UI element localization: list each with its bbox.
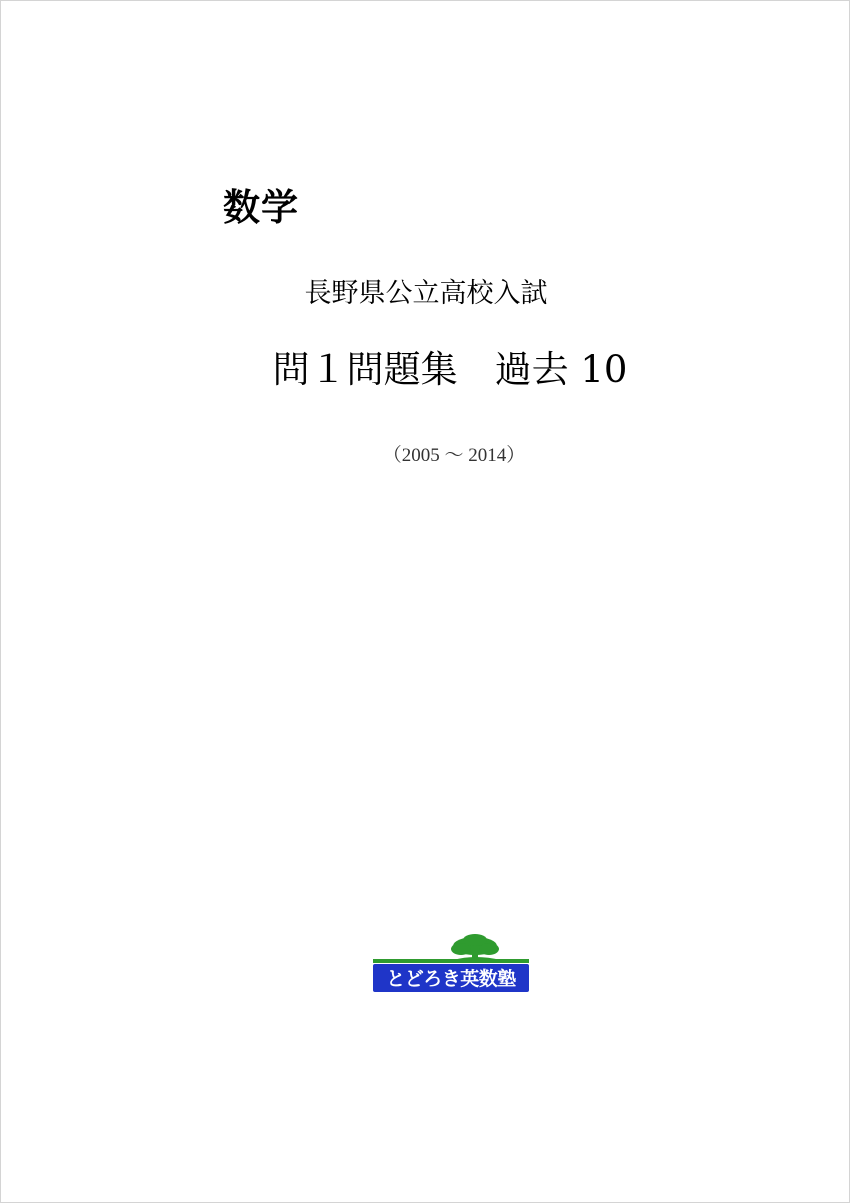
subject-heading: 数学	[223, 186, 299, 229]
school-logo	[369, 934, 533, 996]
exam-name: 長野県公立高校入試	[304, 278, 548, 309]
logo-text: とどろき英数塾	[386, 968, 516, 990]
year-range: （2005 ～ 2014）	[382, 445, 526, 466]
tree-logo-icon	[369, 934, 533, 996]
collection-title: 問１問題集 過去 10	[272, 348, 628, 391]
